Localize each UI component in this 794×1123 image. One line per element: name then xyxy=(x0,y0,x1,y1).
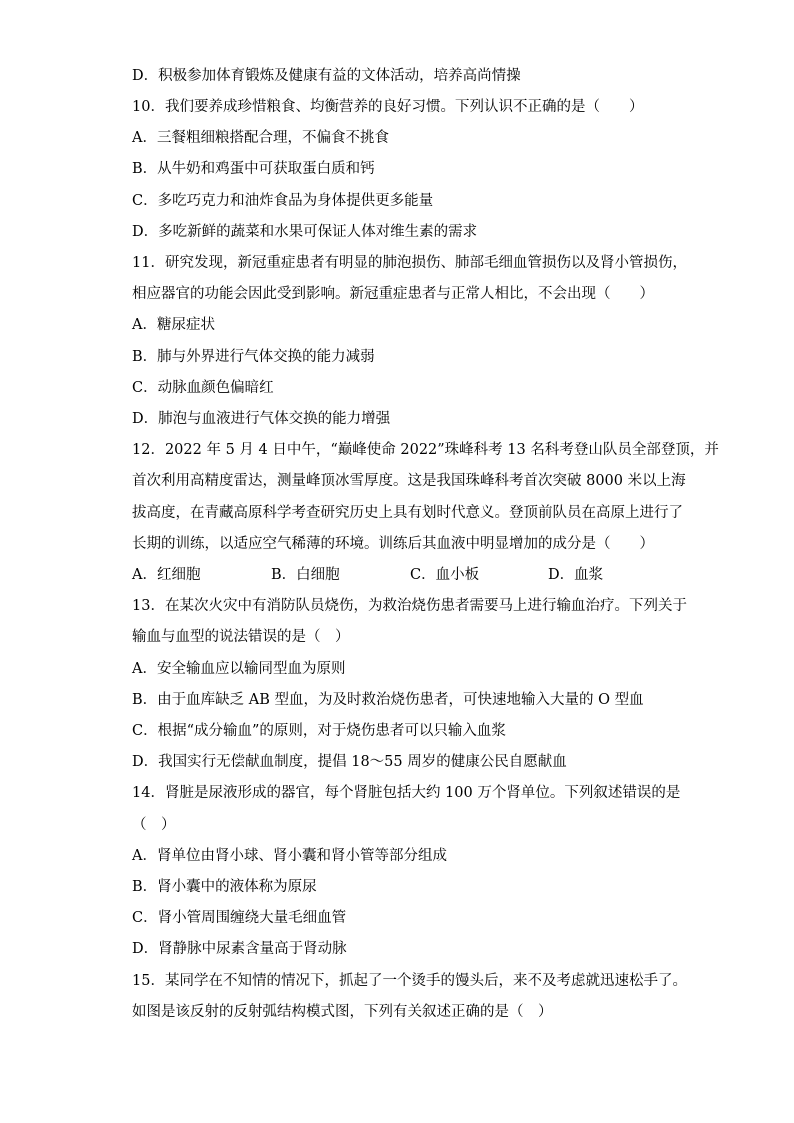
q11-stem-line2: 相应器官的功能会因此受到影响。新冠重症患者与正常人相比，不会出现（ ） xyxy=(132,286,654,302)
q9-option-d: D．积极参加体育锻炼及健康有益的文体活动，培养高尚情操 xyxy=(132,68,521,84)
q12-option-b: B．白细胞 xyxy=(271,567,340,583)
q12-stem-line2: 首次利用高精度雷达，测量峰顶冰雪厚度。这是我国珠峰科考首次突破 8000 米以上海 xyxy=(132,473,686,489)
q14-option-b: B．肾小囊中的液体称为原尿 xyxy=(132,879,317,895)
q13-option-b: B．由于血库缺乏 AB 型血，为及时救治烧伤患者，可快速地输入大量的 O 型血 xyxy=(132,692,644,708)
q11-stem-line1: 11．研究发现，新冠重症患者有明显的肺泡损伤、肺部毛细血管损伤以及肾小管损伤， xyxy=(132,255,687,271)
q13-stem-line1: 13．在某次火灾中有消防队员烧伤，为救治烧伤患者需要马上进行输血治疗。下列关于 xyxy=(132,598,687,614)
q13-option-a: A．安全输血应以输同型血为原则 xyxy=(132,661,346,677)
q12-stem-line1: 12．2022 年 5 月 4 日中午，“巅峰使命 2022”珠峰科考 13 名科考登山队员全部登顶，并 xyxy=(132,442,719,458)
q12-option-a: A．红细胞 xyxy=(132,567,201,583)
q11-option-c: C．动脉血颜色偏暗红 xyxy=(132,380,274,396)
q10-option-d: D．多吃新鲜的蔬菜和水果可保证人体对维生素的需求 xyxy=(132,224,478,240)
q14-option-a: A．肾单位由肾小球、肾小囊和肾小管等部分组成 xyxy=(132,848,447,864)
q12-option-d: D．血浆 xyxy=(548,567,604,583)
q10-option-a: A．三餐粗细粮搭配合理，不偏食不挑食 xyxy=(132,130,389,146)
q11-option-d: D．肺泡与血液进行气体交换的能力增强 xyxy=(132,411,391,427)
q15-stem-line1: 15．某同学在不知情的情况下，抓起了一个烫手的馒头后，来不及考虑就迅速松手了。 xyxy=(132,973,687,989)
q14-option-d: D．肾静脉中尿素含量高于肾动脉 xyxy=(132,941,347,957)
q13-option-c: C．根据“成分输血”的原则，对于烧伤患者可以只输入血浆 xyxy=(132,723,506,739)
q12-option-c: C．血小板 xyxy=(410,567,480,583)
q13-stem-line2: 输血与血型的说法错误的是（ ） xyxy=(132,629,350,645)
q11-option-a: A．糖尿症状 xyxy=(132,317,215,333)
q14-stem-line2: （ ） xyxy=(132,817,176,833)
q12-stem-line4: 长期的训练，以适应空气稀薄的环境。训练后其血液中明显增加的成分是（ ） xyxy=(132,536,654,552)
q10-stem: 10．我们要养成珍惜粮食、均衡营养的良好习惯。下列认识不正确的是（ ） xyxy=(132,99,644,115)
q10-option-b: B．从牛奶和鸡蛋中可获取蛋白质和钙 xyxy=(132,161,375,177)
q15-stem-line2: 如图是该反射的反射弧结构模式图，下列有关叙述正确的是（ ） xyxy=(132,1004,553,1020)
q11-option-b: B．肺与外界进行气体交换的能力减弱 xyxy=(132,349,375,365)
q13-option-d: D．我国实行无偿献血制度，提倡 18～55 周岁的健康公民自愿献血 xyxy=(132,754,567,770)
q14-option-c: C．肾小管周围缠绕大量毛细血管 xyxy=(132,910,347,926)
q10-option-c: C．多吃巧克力和油炸食品为身体提供更多能量 xyxy=(132,193,434,209)
q12-stem-line3: 拔高度，在青藏高原科学考查研究历史上具有划时代意义。登顶前队员在高原上进行了 xyxy=(132,505,683,521)
q14-stem-line1: 14．肾脏是尿液形成的器官，每个肾脏包括大约 100 万个肾单位。下列叙述错误的是 xyxy=(132,785,681,801)
